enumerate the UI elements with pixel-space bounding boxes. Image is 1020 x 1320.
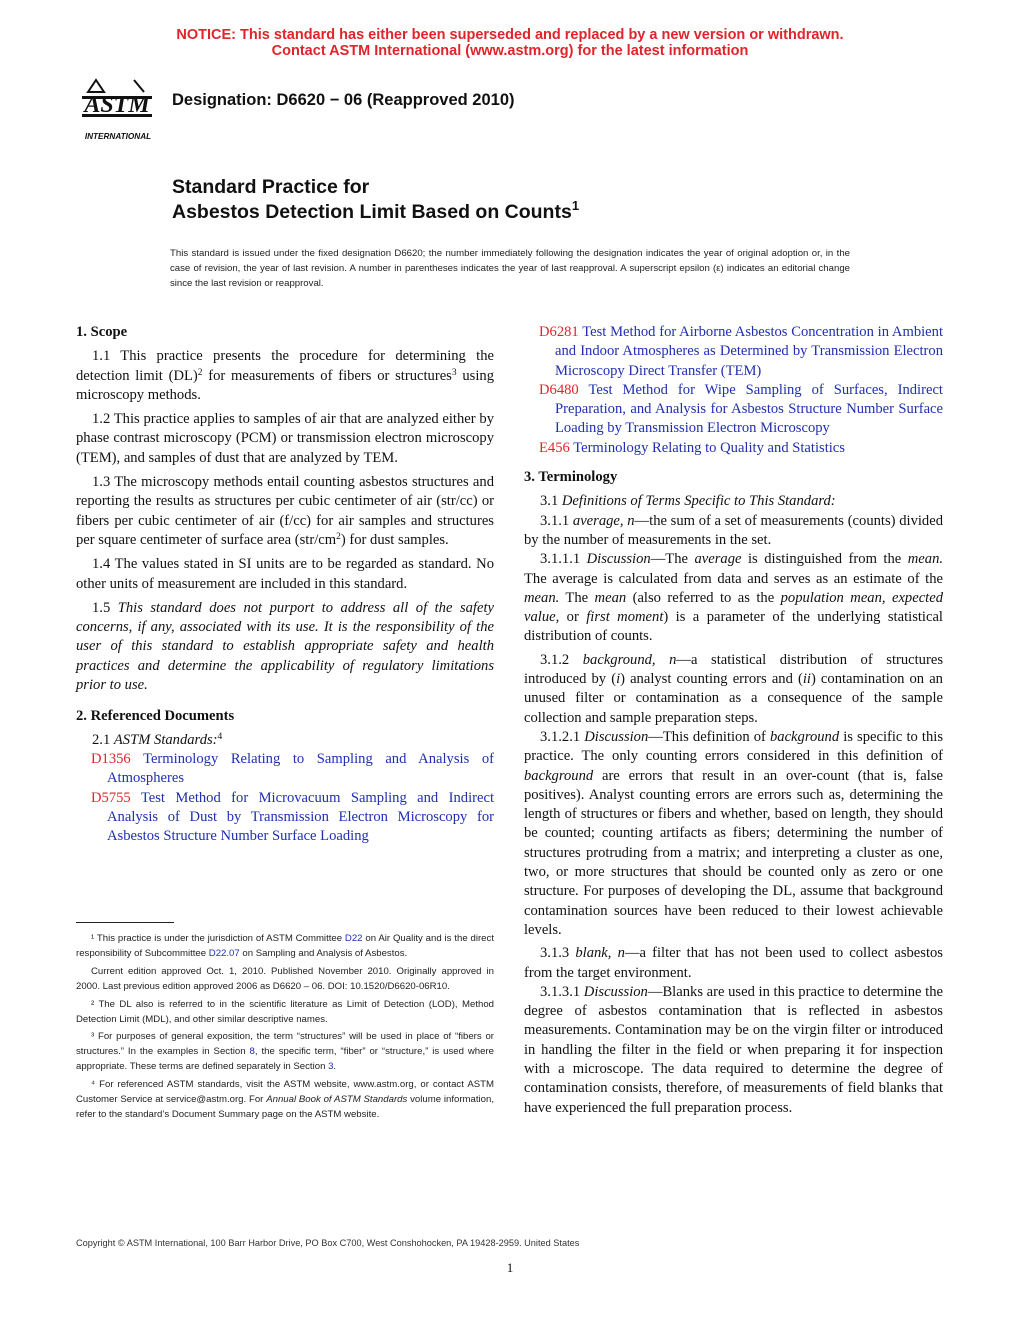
term-3-1-1-1: 3.1.1.1 Discussion—The average is distinguished from the mean. The average is calculated from data and serves as an estimate of the mean. The mean (also referred to as the population mean, expected value, or first moment) is a parameter of the underlying statistical distribution of counts. [524,551,944,645]
term-3-1-1: 3.1.1 average, n—the sum of a set of measurements (counts) divided by the number of measurements in the set. [524,512,943,548]
designation: Designation: D6620 − 06 (Reapproved 2010) [172,91,515,109]
title-main: Asbestos Detection Limit Based on Counts [172,201,572,223]
footnote-2: ² The DL also is referred to in the scientific literature as Limit of Detection (LOD), Method Detection Limit (MDL), and other similar descriptive names. [76,998,494,1025]
term-3-1-3-1: 3.1.3.1 Discussion—Blanks are used in this practice to determine the degree of asbestos contamination that is reflected in asbestos measurements. Contamination may be on the virgin filter or introduced in handling the filter in the field or when preparing it for inspection with a microscope. The data required to determine the degree of contamination consists, therefore, of measurements of field blanks that have experienced the full preparation process. [524,983,943,1116]
issued-note: This standard is issued under the fixed designation D6620; the number immediately following the designation indicates the year of original adoption or, in the case of revision, the year of last revision. A number in parentheses indicates the year of last reapproval. A superscript epsilon (ε) indicates an editorial change since the last revision or reapproval. [170,248,850,289]
link-d22[interactable]: D22 [344,933,363,944]
link-d22-07[interactable]: D22.07 [208,947,240,959]
logo-text: ASTM [84,92,150,118]
page-number: 1 [506,1260,514,1275]
title-footnote-ref: 1 [571,198,580,213]
notice-line-2: Contact ASTM International (www.astm.org) for the latest information [271,43,749,59]
logo-subtext: INTERNATIONAL [84,132,152,141]
right-column [524,323,943,1118]
scope-1-2: 1.2 This practice applies to samples of air that are analyzed either by phase contrast microscopy (PCM) or transmission electron microscopy (TEM), and samples of dust that are analyzed by TEM. [76,411,494,466]
footnote-rule [76,922,174,923]
footnote-3: ³ For purposes of general exposition, the term “structures” will be used in place of “fibers or structures.” In the examples in Section 8, the specific term, “fiber” or “structure,” is used where appropriate. These terms are defined separately in Section 3. [76,1031,494,1073]
term-3-1-3: 3.1.3 blank, n—a filter that has not been used to collect asbestos from the target environment. [524,945,943,981]
ref-d1356[interactable]: D1356 Terminology Relating to Sampling and Analysis of Atmospheres [91,750,494,787]
scope-heading: 1. Scope [76,324,128,340]
link-section-3[interactable]: 3 [328,1061,334,1073]
notice-line-1: NOTICE: This standard has either been superseded and replaced by a new version or withdrawn. [176,27,844,43]
scope-1-5: 1.5 This standard does not purport to address all of the safety concerns, if any, associated with its use. It is the responsibility of the user of this standard to establish appropriate safety and health practices and determine the applicability of regulatory limitations prior to use. [76,599,494,694]
footnote-1-edition: Current edition approved Oct. 1, 2010. Published November 2010. Originally approved in 2000. Last previous edition approved 2006 as D6620 – 06. DOI: 10.1520/D6620-06R10. [76,965,494,992]
term-3-1-2: 3.1.2 background, n—a statistical distribution of structures introduced by (i) analyst counting errors and (ii) contamination on an unused filter or contamination as a consequence of the sample collection and sample preparation steps. [524,651,943,726]
title-line-2 [172,200,579,224]
scope-1-1: 1.1 This practice presents the procedure for determining the detection limit (DL)$^2$ for measurements of fibers or structures$^3$ using microscopy methods. [76,348,494,403]
ref-d6480[interactable]: D6480 Test Method for Wipe Sampling of Surfaces, Indirect Preparation, and Analysis for Asbestos Structure Number Surface Loading by Transmission Electron Microscopy [539,381,943,437]
footnote-4: ⁴ For referenced ASTM standards, visit the ASTM website, www.astm.org, or contact ASTM Customer Service at service@astm.org. For Annual Book of ASTM Standards volume information, refer to the standard’s Document Summary page on the ASTM website. [76,1079,494,1120]
title-line-1: Standard Practice for [172,176,370,198]
ref-d6281[interactable]: D6281 Test Method for Airborne Asbestos Concentration in Ambient and Indoor Atmospheres as Determined by Transmission Electron Microscopy Direct Transfer (TEM) [539,324,943,379]
footnote-1: ¹ This practice is under the jurisdiction of ASTM Committee D22 on Air Quality and is the direct responsibility of Subcommittee D22.07 on Sampling and Analysis of Asbestos. [76,933,494,959]
term-3-1: 3.1 Definitions of Terms Specific to This Standard: [540,493,836,510]
astm-logo [74,74,162,144]
left-column [76,323,494,846]
astm-standards-label: 2.1 ASTM Standards:$^4$ [92,731,223,748]
link-section-8[interactable]: 8 [249,1046,255,1058]
scope-1-4: 1.4 The values stated in SI units are to be regarded as standard. No other units of measurement are included in this standard. [76,556,494,592]
referenced-heading: 2. Referenced Documents [76,708,235,725]
terminology-heading: 3. Terminology [524,469,618,486]
ref-d5755[interactable]: D5755 Test Method for Microvacuum Sampling and Indirect Analysis of Dust by Transmission Electron Microscopy for Asbestos Structure Number Surface Loading [91,789,495,845]
ref-e456[interactable]: E456 Terminology Relating to Quality and Statistics [539,439,845,456]
term-3-1-2-1: 3.1.2.1 Discussion—This definition of background is specific to this practice. The only counting errors considered in this definition of background are errors that result in an over-count (that is, false positives). Analyst counting errors are errors such as, determining the length of structures or fibers and whether, based on length, they should be counted; counting artifacts as fibers; determining the number of structures protruding from a matrix; and interpreting a cluster as one, two, or more structures that should be counted only as zero or one structure. For purposes of developing the DL, assume that background contamination sources have been reduced to their lowest achievable levels. [524,728,944,938]
copyright: Copyright © ASTM International, 100 Barr Harbor Drive, PO Box C700, West Conshohocken, PA 19428-2959. United States [76,1238,580,1248]
footnotes [76,932,494,1123]
scope-1-3: 1.3 The microscopy methods entail counting asbestos structures and reporting the results as structures per cubic centimeter of air (str/cc) or fibers per cubic centimeter of air (f/cc) for air samples and structures per square centimeter of surface area $(str/cm^2)$ for dust samples. [76,474,494,548]
